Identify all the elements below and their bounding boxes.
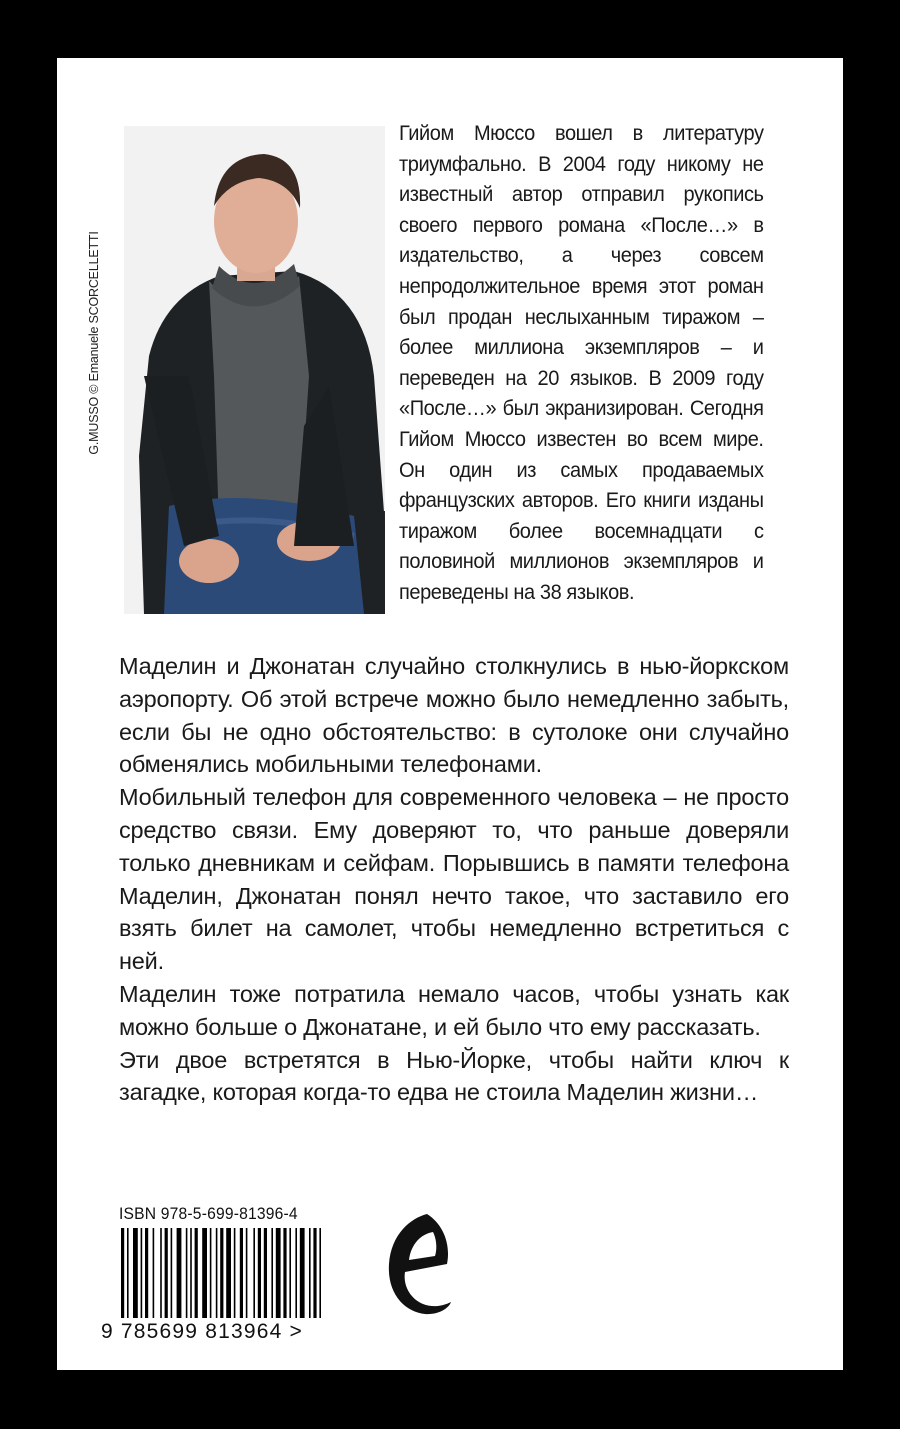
barcode-bar bbox=[253, 1228, 255, 1318]
barcode-bar bbox=[319, 1228, 321, 1318]
barcode-bar bbox=[121, 1228, 124, 1318]
barcode-bar bbox=[240, 1228, 243, 1318]
photo-credit: G.MUSSO © Emanuele SCORCELLETTI bbox=[87, 231, 101, 455]
barcode-bar bbox=[276, 1228, 281, 1318]
barcode-bar bbox=[195, 1228, 198, 1318]
barcode-bar bbox=[271, 1228, 273, 1318]
summary-paragraph-2: Мобильный телефон для современного человека – не просто средство связи. Ему доверяют то, что раньше доверяли только дневникам и сейфам. Порывшись в памяти телефона Маделин, Джонатан понял нечто такое, что заставило его взять билет на самолет, чтобы немедленно встретиться с ней. bbox=[119, 784, 789, 975]
barcode-bar bbox=[226, 1228, 231, 1318]
bio-text: Гийом Мюссо вошел в литературу триумфально. В 2004 году никому не известный автор отправил рукопись своего первого романа «После…» в издательство, а через совсем непродолжительное время этот роман был продан неслыханным тиражом – более миллиона экземпляров – и переведен на 20 языков. В 2009 году «После…» был экранизирован. Сегодня Гийом Мюссо известен во всем мире. Он один из самых продаваемых французских авторов. Его книги изданы тиражом более восемнадцати с половиной миллионов экземпляров и переведены на 38 языков. bbox=[399, 121, 764, 604]
barcode-bar bbox=[309, 1228, 311, 1318]
barcode-bar bbox=[145, 1228, 148, 1318]
barcode bbox=[119, 1228, 349, 1318]
barcode-bar bbox=[160, 1228, 162, 1318]
barcode-bar bbox=[177, 1228, 182, 1318]
barcode-bar bbox=[210, 1228, 212, 1318]
barcode-bar bbox=[234, 1228, 236, 1318]
barcode-bar bbox=[171, 1228, 173, 1318]
barcode-bar bbox=[141, 1228, 143, 1318]
barcode-bar bbox=[313, 1228, 316, 1318]
barcode-bar bbox=[133, 1228, 138, 1318]
author-photo bbox=[124, 126, 385, 614]
summary-paragraph-4: Эти двое встретятся в Нью-Йорке, чтобы найти ключ к загадке, которая когда-то едва не стоила Маделин жизни… bbox=[119, 1046, 789, 1106]
barcode-bar bbox=[300, 1228, 305, 1318]
barcode-bar bbox=[186, 1228, 188, 1318]
barcode-bar bbox=[165, 1228, 168, 1318]
isbn-label: ISBN 978-5-699-81396-4 bbox=[119, 1204, 298, 1223]
author-bio bbox=[399, 118, 764, 608]
barcode-bar bbox=[283, 1228, 286, 1318]
barcode-bar bbox=[127, 1228, 129, 1318]
barcode-bar bbox=[264, 1228, 267, 1318]
summary-paragraph-3: Маделин тоже потратила немало часов, чтобы узнать как можно больше о Джонатане, и ей было что ему рассказать. bbox=[119, 980, 789, 1040]
barcode-bar bbox=[220, 1228, 223, 1318]
eksmo-e-logo-icon bbox=[381, 1208, 453, 1320]
back-cover bbox=[57, 58, 843, 1370]
barcode-bar bbox=[246, 1228, 248, 1318]
barcode-bar bbox=[295, 1228, 297, 1318]
barcode-digits: 9 785699 813964 > bbox=[101, 1320, 303, 1343]
barcode-bar bbox=[289, 1228, 291, 1318]
barcode-bar bbox=[190, 1228, 192, 1318]
barcode-bar bbox=[202, 1228, 207, 1318]
barcode-bar bbox=[216, 1228, 218, 1318]
summary-paragraph-1: Маделин и Джонатан случайно столкнулись в нью-йоркском аэропорту. Об этой встрече можно было немедленно забыть, если бы не одно обстоятельство: в сутолоке они случайно обменялись мобильными телефонами. bbox=[119, 653, 789, 778]
barcode-bar bbox=[258, 1228, 261, 1318]
book-summary bbox=[119, 650, 789, 1109]
barcode-bar bbox=[153, 1228, 155, 1318]
